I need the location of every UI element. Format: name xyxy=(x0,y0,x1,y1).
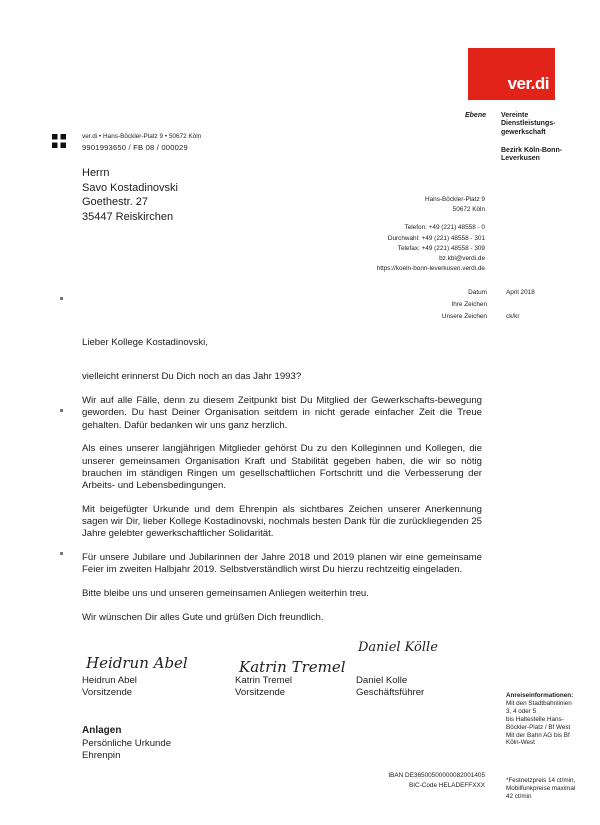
union-name xyxy=(501,112,591,137)
enclosures xyxy=(82,725,171,761)
logo-wordmark: ver.di xyxy=(507,74,549,93)
letter-paragraph: Für unsere Jubilare und Jubilarinnen der Jahre 2018 und 2019 planen wir eine gemeinsame Feier im zweiten Halbjahr 2019. Selbstverständlich wirst Du hierzu rechtzeitig eingeladen. xyxy=(82,552,482,576)
recipient-address xyxy=(82,166,178,224)
recipient-salutation: Herrn xyxy=(82,167,110,179)
letter-body xyxy=(82,337,482,635)
travel-line: bis Haltestelle Hans- xyxy=(506,715,564,723)
sender-return-address: ver.di • Hans-Böckler-Platz 9 • 50672 Köln xyxy=(82,133,202,140)
signatory-role: Geschäftsführer xyxy=(356,687,425,699)
signatory-role: Vorsitzende xyxy=(82,687,133,699)
recipient-city: 35447 Reiskirchen xyxy=(82,210,174,223)
travel-line: Böckler-Platz / Bf West xyxy=(506,723,571,731)
signatory-name: Heidrun Abel xyxy=(82,675,137,686)
district-line: Leverkusen xyxy=(501,155,540,163)
bic: BIC-Code HELADEFFXXX xyxy=(408,782,485,790)
travel-heading: Anreiseinformationen: xyxy=(506,692,574,699)
letter-salutation: Lieber Kollege Kostadinovski, xyxy=(82,337,208,348)
iban: IBAN DE36500500000082001405 xyxy=(388,772,485,779)
office-email[interactable]: bz.kbl@verdi.de xyxy=(439,255,485,263)
office-street: Hans-Böckler-Platz 9 xyxy=(424,196,485,203)
your-reference-label: Ihre Zeichen xyxy=(451,301,487,309)
office-website[interactable]: https://koeln-bonn-leverkusen.verdi.de xyxy=(376,265,485,273)
district-line: Bezirk Köln-Bonn- xyxy=(501,147,563,154)
travel-information xyxy=(506,692,594,747)
union-name-line: Dienstleistungs- xyxy=(501,120,556,128)
verdi-logo xyxy=(468,48,555,100)
letter-paragraph: Bitte bleibe uns und unseren gemeinsamen Anliegen weiterhin treu. xyxy=(82,588,369,600)
fare-note xyxy=(506,777,594,801)
signature-block xyxy=(235,658,346,700)
signature-block xyxy=(82,654,188,700)
our-reference-value: ck/kr xyxy=(506,313,520,321)
travel-line: 3, 4 oder 5 xyxy=(506,707,537,715)
handwritten-signature: Heidrun Abel xyxy=(86,654,188,672)
travel-line: Mit den Stadtbahnlinien xyxy=(506,699,572,707)
office-direct-dial: Durchwahl: +49 (221) 48558 - 301 xyxy=(387,234,485,242)
handwritten-signature: Daniel Kölle xyxy=(358,640,438,655)
our-reference-label: Unsere Zeichen xyxy=(441,313,487,321)
signature-block xyxy=(356,640,438,700)
barcode-icon xyxy=(52,134,66,148)
office-city: 50672 Köln xyxy=(452,206,485,214)
recipient-name: Savo Kostadinovski xyxy=(82,181,178,194)
travel-line: Mit der Bahn AG bis Bf xyxy=(506,731,570,739)
letter-paragraph: Wir auf alle Fälle, denn zu diesem Zeitpunkt bist Du Mitglied der Gewerkschafts-bewegung geworden. Du hast Deiner Organisation seitdem in nicht gerade einfacher Zeit die Treue gehalten. Dafür bedanken wir uns ganz herzlich. xyxy=(82,394,482,431)
fare-line: 42 ct/min xyxy=(506,792,532,800)
office-contact-block xyxy=(330,195,485,274)
reference-number: 9901993650 / FB 08 / 000029 xyxy=(82,143,188,152)
letter-paragraph: vielleicht erinnerst Du Dich noch an das Jahr 1993? xyxy=(82,371,302,383)
recipient-street: Goethestr. 27 xyxy=(82,196,149,209)
enclosures-heading: Anlagen xyxy=(82,725,122,736)
date-label: Datum xyxy=(468,289,487,296)
office-fax: Telefax: +49 (221) 48558 - 309 xyxy=(397,244,485,252)
fare-line: Mobilfunkpreise maximal xyxy=(506,784,576,792)
ebene-label: Ebene xyxy=(464,112,486,119)
letter-paragraph: Mit beigefügter Urkunde und dem Ehrenpin als sichtbares Zeichen unserer Anerkennung sagen wir Dir, lieber Kollege Kostadinovski, nochmals besten Dank für die zurückliegenden 25 Jahre gelebter gewerkschaftlicher Solidarität. xyxy=(82,503,482,540)
meta-values xyxy=(506,287,586,324)
handwritten-signature: Katrin Tremel xyxy=(239,658,346,676)
fare-line: *Festnetzpreis 14 ct/min, xyxy=(506,777,576,784)
signatory-name: Daniel Kolle xyxy=(356,675,408,686)
fold-mark xyxy=(60,552,63,555)
bank-details xyxy=(330,771,485,791)
signatory-name: Katrin Tremel xyxy=(235,675,293,686)
enclosure-item: Persönliche Urkunde xyxy=(82,737,172,749)
letter-closing: Wir wünschen Dir alles Gute und grüßen Dich freundlich. xyxy=(82,611,324,623)
fold-mark xyxy=(60,297,63,300)
district-name xyxy=(501,147,591,164)
travel-line: Köln-West xyxy=(506,739,535,747)
union-name-line: gewerkschaft xyxy=(501,128,546,136)
date-value: April 2018 xyxy=(506,289,535,296)
fold-mark xyxy=(60,409,63,412)
meta-labels xyxy=(400,287,487,324)
union-name-line: Vereinte xyxy=(501,112,529,119)
office-phone: Telefon: +49 (221) 48558 - 0 xyxy=(404,224,485,232)
signatory-role: Vorsitzende xyxy=(235,687,286,699)
your-reference-value xyxy=(506,299,586,311)
enclosure-item: Ehrenpin xyxy=(82,749,121,761)
letter-paragraph: Als eines unserer langjährigen Mitglieder gehörst Du zu den Kolleginnen und Kollegen, die unserer gemeinsamen Organisation Kraft und Stabilität gegeben haben, die wir so nötig brauchen im ständigen Ringen um gesellschaftlichen Fortschritt und die Verbesserung der Arbeits- und Lebensbedingungen. xyxy=(82,443,482,492)
